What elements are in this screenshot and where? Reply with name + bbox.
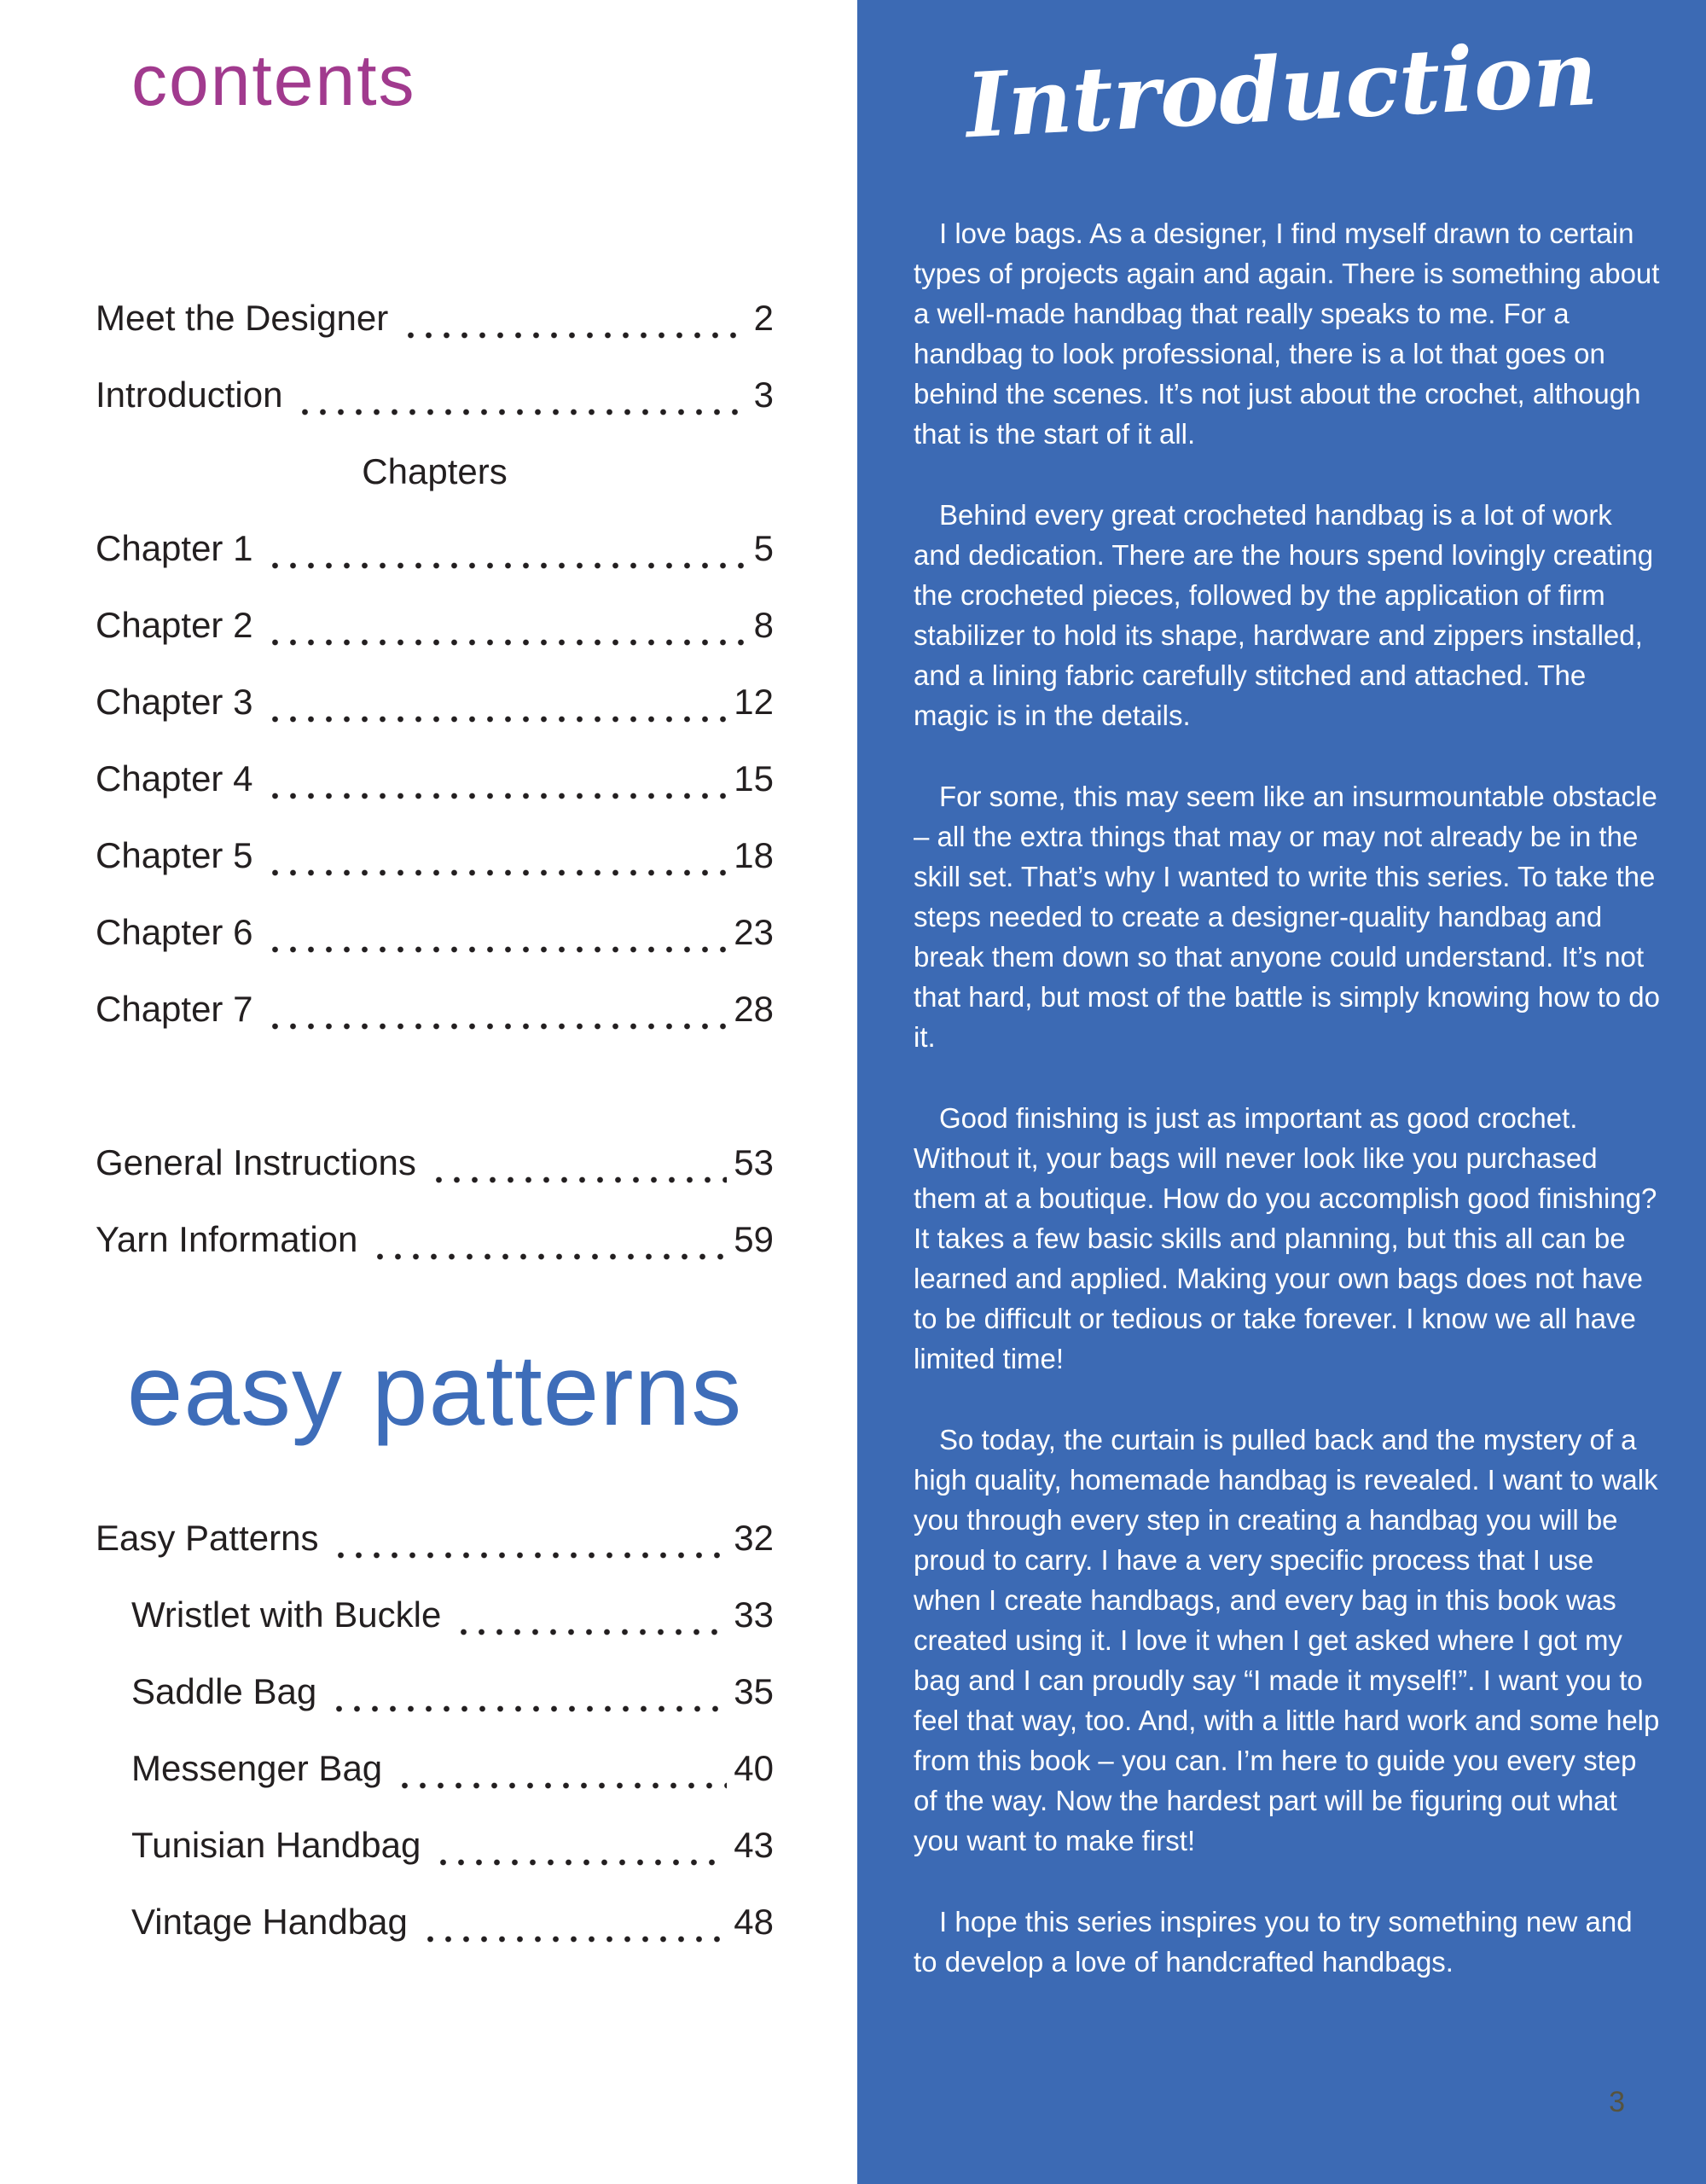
dot-leader (266, 894, 727, 971)
dot-leader (421, 1884, 727, 1960)
toc-entry (96, 1653, 774, 1730)
toc-entry (96, 894, 774, 971)
toc-entry-label: Chapter 1 (96, 528, 253, 568)
toc-entry-label: Yarn Information (96, 1219, 358, 1259)
toc-entry-label: Tunisian Handbag (131, 1824, 421, 1865)
dot-leader (434, 1807, 727, 1884)
toc-entry-label: Saddle Bag (131, 1670, 317, 1711)
dot-leader (332, 1500, 727, 1577)
dot-leader (296, 357, 746, 433)
toc-entry-page: 2 (753, 298, 774, 338)
contents-page (96, 0, 774, 2184)
toc-entry-page: 48 (734, 1901, 774, 1942)
toc-chapters (96, 510, 774, 1048)
toc-entry-label: Chapter 6 (96, 912, 253, 952)
toc-entry-label: Easy Patterns (96, 1517, 319, 1558)
toc-entry-label: Vintage Handbag (131, 1901, 408, 1942)
introduction-paragraph: Behind every great crocheted handbag is a lot of work and dedication. There are the hours spend lovingly creating the crocheted pieces, followed by the application of firm stabilizer to hold its shape, hardware and zippers installed, and a lining fabric carefully stitched and attached. The magic is in the details. (914, 499, 1654, 732)
toc-entry-label: Introduction (96, 375, 283, 415)
dot-leader (455, 1577, 727, 1653)
introduction-title: Introduction (963, 20, 1600, 159)
toc-entry (96, 664, 774, 741)
toc-entry (96, 587, 774, 664)
toc-entry (96, 1500, 774, 1577)
toc-entry (96, 1807, 774, 1884)
contents-page-title: contents (131, 40, 416, 120)
dot-leader (430, 1124, 727, 1201)
toc-entry (96, 1124, 774, 1201)
toc-entry (96, 1201, 774, 1278)
toc-entry-page: 18 (734, 835, 774, 875)
toc-entry-page: 53 (734, 1142, 774, 1182)
toc-entry-label: Chapter 7 (96, 989, 253, 1029)
dot-leader (402, 280, 746, 357)
dot-leader (396, 1730, 727, 1807)
toc-entry (96, 510, 774, 587)
toc-entry-label: Wristlet with Buckle (131, 1594, 442, 1635)
toc-entry-page: 5 (753, 528, 774, 568)
easy-patterns-heading: easy patterns (126, 1334, 743, 1447)
toc-entry-label: Chapter 5 (96, 835, 253, 875)
toc-entry (96, 357, 774, 433)
toc-entry-label: Chapter 2 (96, 605, 253, 645)
introduction-paragraph: I love bags. As a designer, I find myself drawn to certain types of projects again and again. There is something about a well-made handbag that really speaks to me. For a handbag to look professional, there is a lot that goes on behind the scenes. It’s not just about the crochet, although that is the start of it all. (914, 218, 1660, 450)
introduction-page (857, 0, 1706, 2184)
dot-leader (266, 971, 727, 1048)
dot-leader (266, 510, 746, 587)
introduction-paragraph: I hope this series inspires you to try something new and to develop a love of handcrafted handbags. (914, 1906, 1633, 1978)
introduction-paragraph: For some, this may seem like an insurmountable obstacle – all the extra things that may or may not already be in the skill set. That’s why I wanted to write this series. To take the steps needed to create a designer-quality handbag and break them down so that anyone could understand. It’s not that hard, but most of the battle is simply knowing how to do it. (914, 781, 1660, 1054)
toc-entry (96, 280, 774, 357)
toc-entry-label: Chapter 3 (96, 682, 253, 722)
toc-entry-page: 43 (734, 1824, 774, 1865)
introduction-paragraph: So today, the curtain is pulled back and the mystery of a high quality, homemade handbag is revealed. I want to walk you through every step in creating a handbag you will be proud to carry. I have a very specific process that I use when I create handbags, and every bag in this book was created using it. I love it when I get asked where I got my bag and I can proudly say “I made it myself!”. I want you to feel that way, too. And, with a little hard work and some help from this book – you can. I’m here to guide you every step of the way. Now the hardest part will be figuring out what you want to make first! (914, 1424, 1660, 1857)
toc-entry (96, 741, 774, 817)
toc-entry-page: 40 (734, 1747, 774, 1788)
toc-entry-page: 33 (734, 1594, 774, 1635)
dot-leader (371, 1201, 727, 1278)
toc-entry-page: 3 (753, 375, 774, 415)
toc-entry (96, 817, 774, 894)
dot-leader (266, 741, 727, 817)
toc-entry-page: 23 (734, 912, 774, 952)
toc-easy-patterns (96, 1500, 774, 1960)
toc-entry-page: 15 (734, 758, 774, 799)
toc-entry (96, 1577, 774, 1653)
toc-entry (96, 1884, 774, 1960)
toc-entry-label: General Instructions (96, 1142, 416, 1182)
toc-entry (96, 971, 774, 1048)
toc-entry-page: 32 (734, 1517, 774, 1558)
dot-leader (330, 1653, 727, 1730)
dot-leader (266, 587, 746, 664)
toc-entry-page: 12 (734, 682, 774, 722)
toc-entry-page: 59 (734, 1219, 774, 1259)
toc-entry (96, 1730, 774, 1807)
chapters-heading: Chapters (362, 451, 508, 491)
toc-front-matter (96, 280, 774, 433)
toc-entry-label: Messenger Bag (131, 1747, 383, 1788)
toc-entry-label: Chapter 4 (96, 758, 253, 799)
toc-entry-page: 8 (753, 605, 774, 645)
introduction-paragraph: Good finishing is just as important as good crochet. Without it, your bags will never look like you purchased them at a boutique. How do you accomplish good finishing? It takes a few basic skills and planning, but this all can be learned and applied. Making your own bags does not have to be difficult or tedious or take forever. I know we all have limited time! (914, 1102, 1657, 1375)
dot-leader (266, 817, 727, 894)
toc-entry-page: 28 (734, 989, 774, 1029)
toc-entry-page: 35 (734, 1670, 774, 1711)
introduction-body (914, 213, 1662, 1982)
toc-entry-label: Meet the Designer (96, 298, 389, 338)
toc-general-sections (96, 1124, 774, 1278)
page-number: 3 (1609, 2086, 1625, 2118)
dot-leader (266, 664, 727, 741)
